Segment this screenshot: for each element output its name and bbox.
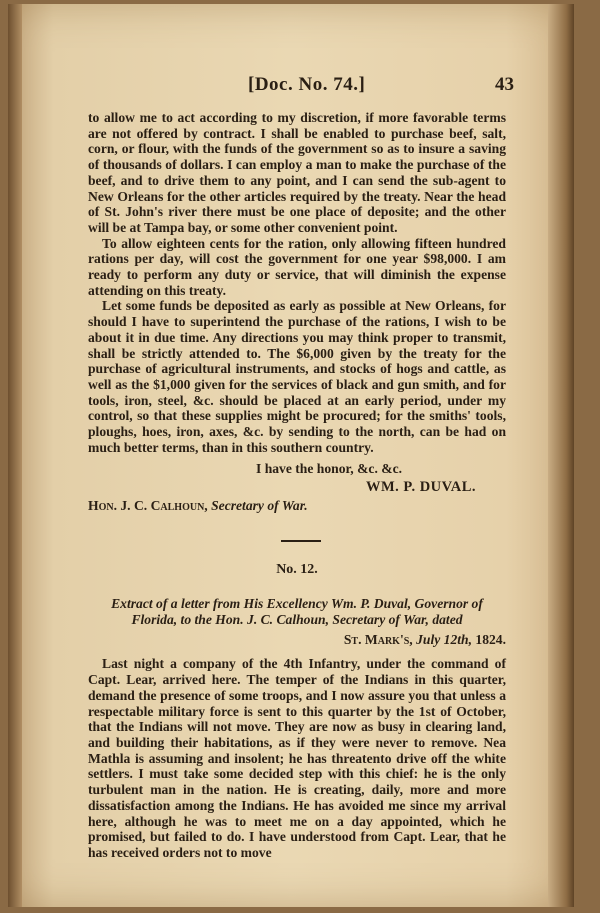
page-number: 43	[495, 74, 514, 95]
document-number: No. 12.	[276, 562, 318, 578]
letter1-paragraph-2: To allow eighteen cents for the ration, only allowing fifteen hundred rations per day, will cost the government for one year $98,000. I am ready to perform any duty or service, that will diminish the expense attending on this treaty.	[88, 235, 506, 298]
letter1-paragraph-1: to allow me to act according to my discretion, if more favorable terms are not offered by contract. I shall be enabled to purchase beef, salt, corn, or flour, with the funds of the government so as to insure a saving of thousands of dollars. I can employ a man to make the purchase of the beef, and to drive them to any point, and I can send the sub-agent to New Orleans for the other articles required by the treaty. Near the head of St. John's river there must be one place of deposite; and the other will be at Tampa bay, or some other convenient point.	[88, 110, 506, 235]
letter1-paragraph-3: Let some funds be deposited as early as possible at New Orleans, for should I have to superintend the purchase of the rations, I wish to be about it in due time. Any directions you may think proper to transmit, shall be strictly attended to. The $6,000 given by the treaty for the purchase of agricultural instruments, and stocks of hogs and cattle, as well as the $1,000 given for the services of black and gun smith, and for tools, iron, steel, &c. should be placed at an early period, under my control, so that these supplies might be procured; for the smiths' tools, ploughs, hoes, iron, axes, &c. by sending to the north, can be had on much better terms, than in this southern country.	[88, 298, 506, 455]
running-header	[88, 74, 514, 110]
letter2-paragraph: Last night a company of the 4th Infantry, under the command of Capt. Lear, arrived here. The temper of the Indians in this quarter, demand the presence of some troops, and I now assure you that unless a respectable military force is sent to this quarter by the 1st of October, that the Indians will not move. They are now as busy in clearing land, and building their habitations, as if they were never to remove. Nea Mathla is assuming and insolent; he has threatento drive off the white settlers. I must take some decided step with this chief: he is the only turbulent man in the nation. He is creating, daily, more and more dissatisfaction among the Indians. He has avoided me since my arrival here, although he was to meet me on a day appointed, which he promised, but failed to do. I have understood from Capt. Lear, that he has received orders not to move	[88, 656, 506, 860]
book-spine-shadow	[8, 4, 22, 907]
letter-signature: WM. P. DUVAL.	[366, 479, 477, 496]
letter-year: 1824.	[475, 632, 506, 648]
section-divider	[281, 540, 321, 542]
extract-title: Extract of a letter from His Excellency Wm. P. Duval, Governor of Florida, to the Hon. J. C. Calhoun, Secretary of War, dated	[111, 596, 483, 628]
page-edge	[548, 4, 574, 907]
letter-date: July 12th,	[416, 632, 472, 648]
document-label: [Doc. No. 74.]	[248, 74, 366, 95]
addressee-name: Hon. J. C. Calhoun,	[88, 498, 208, 514]
page-content	[88, 74, 514, 861]
letter-place: St. Mark's,	[343, 632, 413, 648]
letter-closing: I have the honor, &c. &c.	[256, 461, 402, 477]
place-date-line	[88, 632, 506, 648]
document-page	[8, 4, 574, 907]
addressee-title: Secretary of War.	[211, 498, 308, 514]
letter-addressee	[88, 498, 506, 514]
